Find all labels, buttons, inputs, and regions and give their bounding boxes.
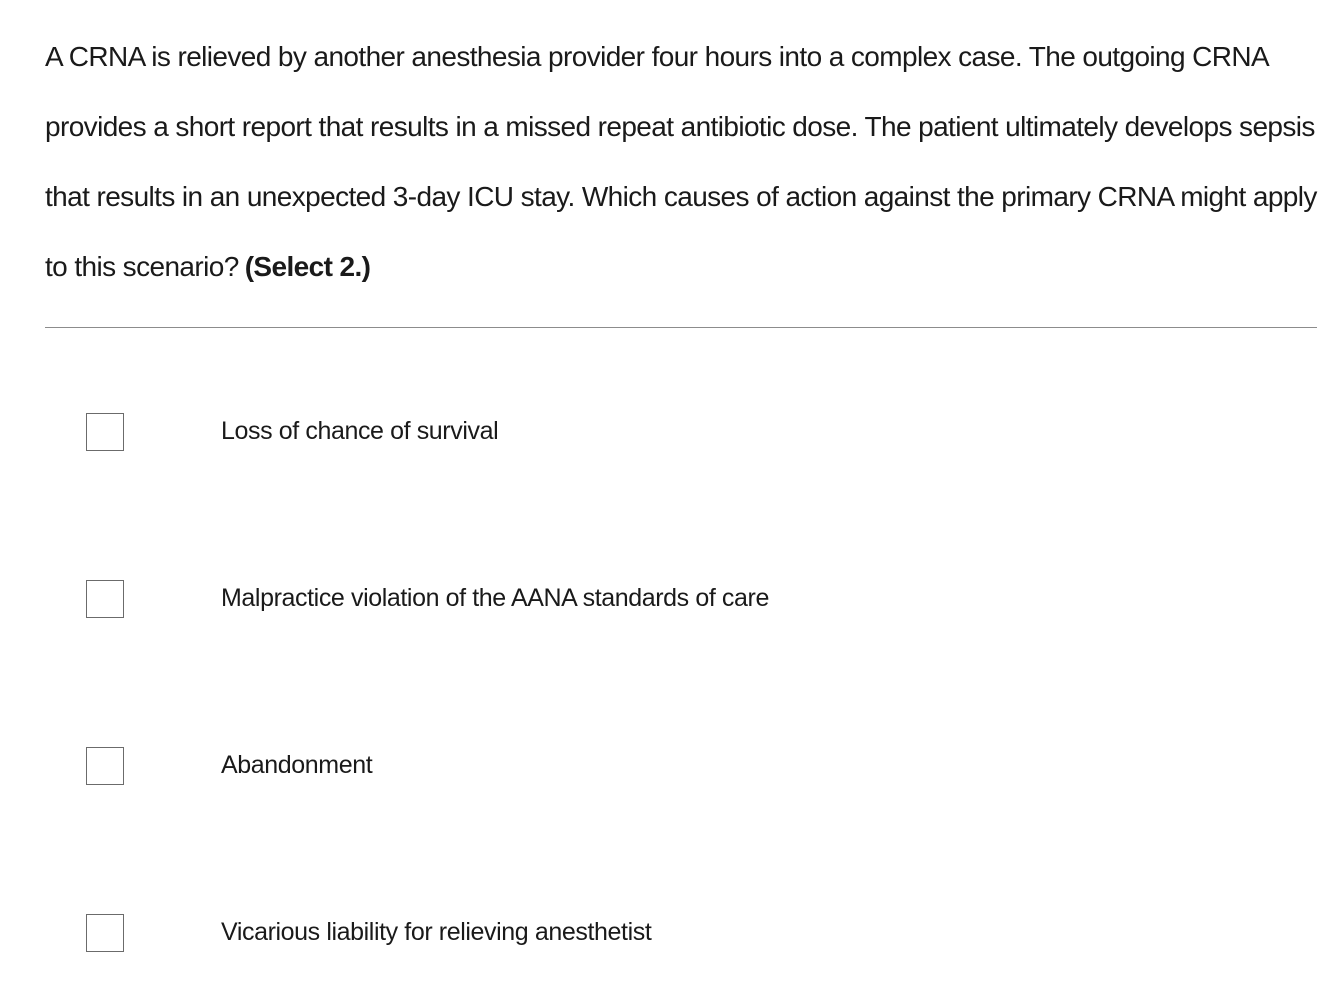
answer-option[interactable] bbox=[86, 580, 1286, 622]
checkbox[interactable] bbox=[86, 747, 124, 785]
checkbox[interactable] bbox=[86, 914, 124, 952]
answer-option[interactable] bbox=[86, 413, 1286, 455]
answer-option[interactable] bbox=[86, 747, 1286, 789]
select-instruction: (Select 2.) bbox=[244, 251, 371, 282]
answer-option-label[interactable]: Abandonment bbox=[221, 751, 373, 779]
checkbox[interactable] bbox=[86, 580, 124, 618]
answer-option[interactable] bbox=[86, 914, 1286, 956]
checkbox[interactable] bbox=[86, 413, 124, 451]
answer-option-label[interactable]: Malpractice violation of the AANA standards of care bbox=[221, 584, 769, 612]
question-text: A CRNA is relieved by another anesthesia provider four hours into a complex case. The outgoing CRNA provides a short report that results in a missed repeat antibiotic dose. The patient ultimately develops sepsis that results in an unexpected 3-day ICU stay. Which causes of action against the primary CRNA might apply to this scenario? bbox=[45, 41, 1317, 282]
answer-option-label[interactable]: Loss of chance of survival bbox=[221, 417, 499, 445]
answer-option-label[interactable]: Vicarious liability for relieving anesthetist bbox=[221, 918, 652, 946]
